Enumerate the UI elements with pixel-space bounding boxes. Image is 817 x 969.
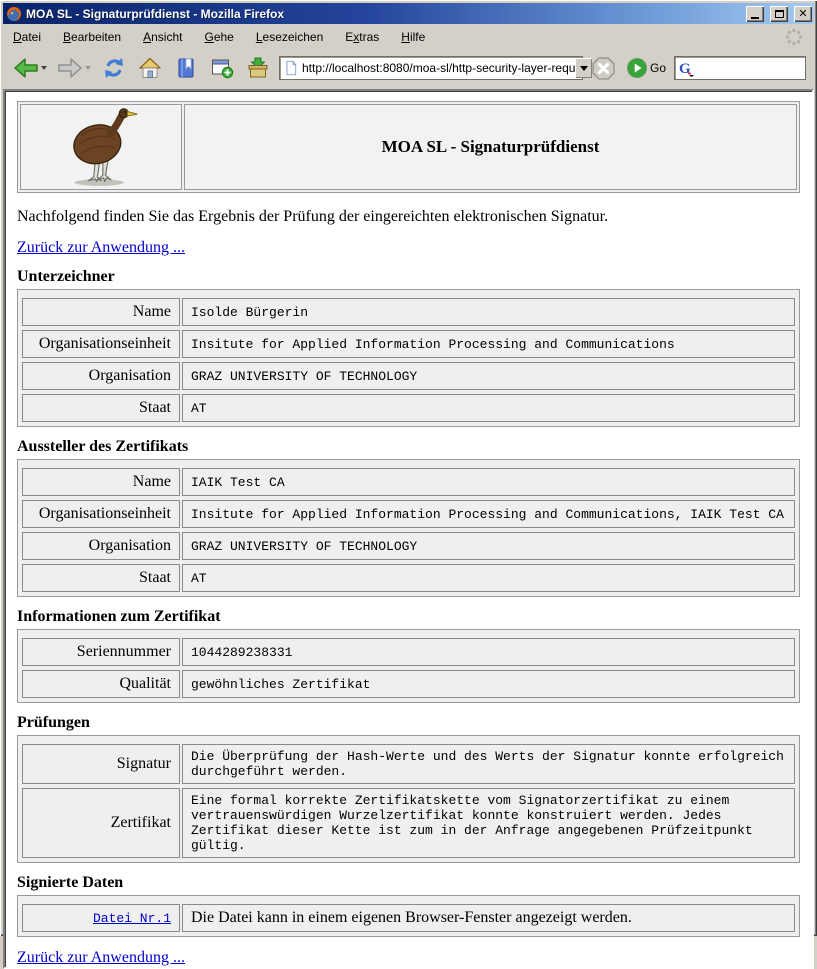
menu-bearbeiten[interactable]: Bearbeiten bbox=[63, 29, 122, 44]
row-value: GRAZ UNIVERSITY OF TECHNOLOGY bbox=[182, 532, 795, 560]
home-icon bbox=[137, 56, 163, 80]
row-value: Insitute for Applied Information Processing and Communications bbox=[182, 330, 795, 358]
maximize-button[interactable] bbox=[770, 6, 788, 22]
forward-dropdown-caret[interactable] bbox=[85, 66, 91, 70]
table-row bbox=[22, 788, 795, 858]
row-label: Name bbox=[22, 298, 180, 326]
row-value: Isolde Bürgerin bbox=[182, 298, 795, 326]
menu-ansicht[interactable]: Ansicht bbox=[143, 29, 183, 44]
menu-hilfe[interactable]: Hilfe bbox=[401, 29, 426, 44]
page-banner bbox=[17, 101, 800, 193]
page-icon bbox=[284, 60, 298, 76]
section-heading-aussteller: Aussteller des Zertifikats bbox=[17, 438, 189, 455]
go-button[interactable] bbox=[624, 52, 668, 84]
table-row bbox=[22, 394, 795, 422]
table-row bbox=[22, 468, 795, 496]
section-heading-pruefungen: Prüfungen bbox=[17, 714, 90, 731]
menu-datei[interactable]: Datei bbox=[13, 29, 42, 44]
row-value: 1044289238331 bbox=[182, 638, 795, 666]
row-label bbox=[22, 904, 180, 932]
new-window-icon bbox=[209, 56, 235, 80]
table-row bbox=[22, 500, 795, 528]
row-value: Die Datei kann in einem eigenen Browser-Fenster angezeigt werden. bbox=[182, 904, 795, 932]
maximize-icon bbox=[775, 10, 784, 18]
row-label: Staat bbox=[22, 564, 180, 592]
window-title: MOA SL - Signaturprüfdienst - Mozilla Firefox bbox=[26, 6, 285, 21]
table-row bbox=[22, 362, 795, 390]
back-dropdown-caret[interactable] bbox=[41, 66, 47, 70]
reload-button[interactable] bbox=[99, 52, 129, 84]
row-label: Staat bbox=[22, 394, 180, 422]
signierte-daten-table bbox=[17, 895, 800, 937]
row-label: Zertifikat bbox=[22, 788, 180, 858]
home-button[interactable] bbox=[135, 52, 165, 84]
throbber-icon bbox=[784, 27, 804, 47]
table-row bbox=[22, 744, 795, 784]
row-label: Organisationseinheit bbox=[22, 330, 180, 358]
go-icon bbox=[626, 57, 648, 79]
table-row bbox=[22, 564, 795, 592]
row-label: Signatur bbox=[22, 744, 180, 784]
google-icon bbox=[679, 60, 695, 77]
row-value: gewöhnliches Zertifikat bbox=[182, 670, 795, 698]
bookmarks-icon bbox=[173, 56, 199, 80]
row-value: IAIK Test CA bbox=[182, 468, 795, 496]
row-label: Organisationseinheit bbox=[22, 500, 180, 528]
firefox-icon bbox=[6, 6, 22, 22]
search-box[interactable] bbox=[674, 56, 806, 80]
table-row bbox=[22, 532, 795, 560]
menu-bar bbox=[3, 24, 814, 49]
row-label: Organisation bbox=[22, 532, 180, 560]
row-label: Organisation bbox=[22, 362, 180, 390]
table-row bbox=[22, 298, 795, 326]
svg-text:G: G bbox=[679, 60, 691, 77]
downloads-icon bbox=[245, 56, 271, 80]
page-title: MOA SL - Signaturprüfdienst bbox=[184, 104, 797, 190]
pruefungen-table bbox=[17, 735, 800, 863]
back-to-application-link-top[interactable]: Zurück zur Anwendung ... bbox=[17, 239, 185, 256]
downloads-button[interactable] bbox=[243, 52, 273, 84]
minimize-button[interactable] bbox=[746, 6, 764, 22]
menu-lesezeichen[interactable]: Lesezeichen bbox=[255, 29, 324, 44]
go-label[interactable]: Go bbox=[649, 61, 666, 75]
unterzeichner-table bbox=[17, 289, 800, 427]
minimize-icon bbox=[751, 17, 759, 19]
back-button[interactable] bbox=[11, 52, 49, 84]
back-icon bbox=[13, 56, 39, 80]
page-content bbox=[3, 89, 814, 969]
row-label: Qualität bbox=[22, 670, 180, 698]
forward-icon bbox=[57, 56, 83, 80]
url-bar[interactable] bbox=[279, 56, 583, 80]
menu-gehe[interactable]: Gehe bbox=[204, 29, 234, 44]
bookmarks-button[interactable] bbox=[171, 52, 201, 84]
back-to-application-link-bottom[interactable]: Zurück zur Anwendung ... bbox=[17, 949, 185, 966]
row-value: Insitute for Applied Information Processing and Communications, IAIK Test CA bbox=[182, 500, 795, 528]
section-heading-unterzeichner: Unterzeichner bbox=[17, 268, 115, 285]
row-value: AT bbox=[182, 394, 795, 422]
zertifikat-info-table bbox=[17, 629, 800, 703]
moa-bird-logo bbox=[20, 104, 182, 190]
navigation-toolbar bbox=[3, 49, 814, 89]
table-row bbox=[22, 670, 795, 698]
url-input[interactable]: http://localhost:8080/moa-sl/http-security-layer-requ bbox=[302, 61, 576, 75]
datei-nr1-link[interactable]: Datei Nr.1 bbox=[92, 911, 171, 926]
section-heading-zertifikat-info: Informationen zum Zertifikat bbox=[17, 608, 221, 625]
row-value: Die Überprüfung der Hash-Werte und des Werts der Signatur konnte erfolgreich durchgeführt werden. bbox=[182, 744, 795, 784]
close-button[interactable] bbox=[794, 6, 812, 22]
moa-bird-icon bbox=[49, 106, 153, 188]
new-window-button[interactable] bbox=[207, 52, 237, 84]
row-value: Eine formal korrekte Zertifikatskette vom Signatorzertifikat zu einem vertrauenswürdigen Wurzelzertifikat konnte konstruiert werden. Jedes Zertifikat dieser Kette ist zum in der Anfrage angegebenen Prüfzeitpunkt gültig. bbox=[182, 788, 795, 858]
row-value: GRAZ UNIVERSITY OF TECHNOLOGY bbox=[182, 362, 795, 390]
stop-icon bbox=[591, 56, 616, 81]
title-bar bbox=[3, 3, 814, 24]
stop-button[interactable] bbox=[589, 52, 618, 84]
row-label: Name bbox=[22, 468, 180, 496]
row-value: AT bbox=[182, 564, 795, 592]
chevron-down-icon bbox=[580, 66, 588, 71]
table-row bbox=[22, 904, 795, 932]
table-row bbox=[22, 638, 795, 666]
menu-extras[interactable]: Extras bbox=[345, 29, 380, 44]
reload-icon bbox=[101, 56, 127, 80]
intro-text: Nachfolgend finden Sie das Ergebnis der Prüfung der eingereichten elektronischen Signatur. bbox=[17, 208, 609, 225]
close-icon: ✕ bbox=[798, 7, 808, 20]
row-label: Seriennummer bbox=[22, 638, 180, 666]
table-row bbox=[22, 330, 795, 358]
aussteller-table bbox=[17, 459, 800, 597]
forward-button[interactable] bbox=[55, 52, 93, 84]
section-heading-signierte-daten: Signierte Daten bbox=[17, 874, 124, 891]
